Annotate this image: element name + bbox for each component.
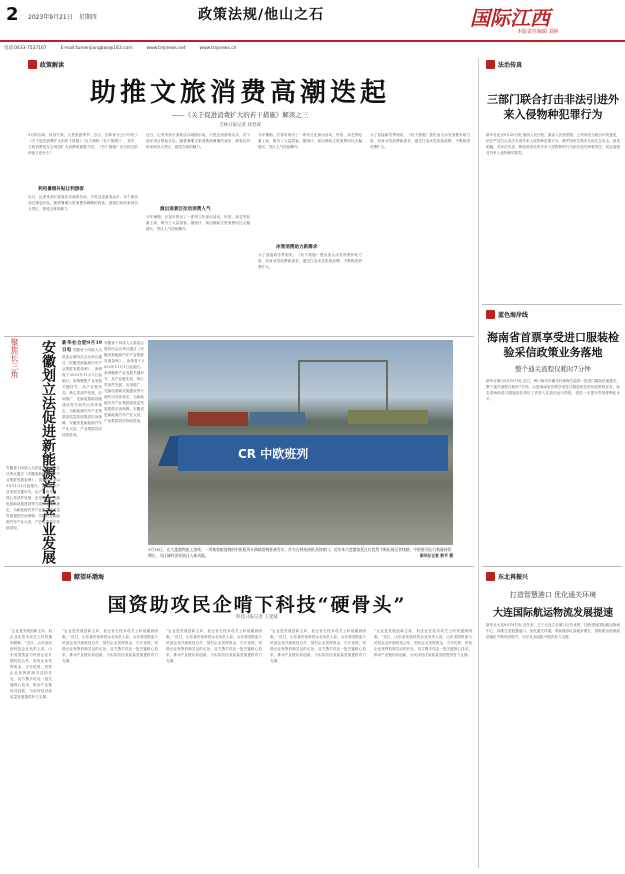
lead-subhead-3: 冰雪消费助力新需求 xyxy=(276,245,318,250)
section-square-icon xyxy=(62,572,71,581)
bottom-body-col1: “企业是发展创新主体，但企业在技术攻关上时常遇到困难。”近日，山东某民营科技企业负责人说。山东省国资委与民营企业开展科技合作，国有企业发挥资金、平台优势，民营企业发挥机制灵活的长处，双方携手攻克一批关键核心技术，推动产业链协同创新，为实体经济高质量发展提供有力支撑。 xyxy=(62,629,158,663)
side-column-label: 聚焦长三角 xyxy=(10,338,19,378)
right-headline-1: 三部门联合打击非法引进外来入侵物种犯罪行为 xyxy=(487,93,619,121)
contact-bar xyxy=(4,44,621,52)
lead-para-2b: 今年暑期，长春市推出了一系列文化演出活动，民俗、演艺等轮番上演，吸引了大量游客。据统计，演出期间文旅消费同比大幅增长，景区人气持续攀升。 xyxy=(258,133,362,149)
photo-caption xyxy=(148,547,453,558)
lead-byline: 吉林日报记者 徐晋森 xyxy=(219,123,261,128)
column-divider xyxy=(478,58,479,868)
section-divider-1 xyxy=(4,336,474,337)
tag-policy: 政策解读 xyxy=(28,60,64,69)
bottom-headline: 国资助攻民企啃下科技“硬骨头” xyxy=(107,594,407,616)
side-body-col2: 安徽省十四届人大常委会第四次会议审议通过《安徽省新能源汽车产业集群发展条例》，条例将于2023年11月1日起施行。条例聚焦产业发展关键环节，从产业链布局、核心零部件发展、应用推广、充换电基础设施建设等方面作出具体规定，为新能源汽车产业集群高质量发展提供法治保障。安徽省是新能源汽车产业大省，产业集群效应持续显现。 xyxy=(104,341,144,423)
right-headline-2: 海南省首票享受进口服装检验采信政策业务落地 xyxy=(487,331,619,359)
side-body xyxy=(62,340,102,560)
right-body-3: 新华社大连9月19日电 近年来，辽宁大连立足港口区位优势，加快建设国际航运物流中心，持续打造智慧港口，优化通关环境，集装箱吞吐量稳步增长，国际航运物流枢纽地位不断巩固提升，为东北全面振兴提供有力支撑。 xyxy=(486,623,620,639)
section-square-icon xyxy=(28,60,37,69)
website-info-alt[interactable]: www.tmjnews.cn xyxy=(199,45,237,51)
tag-legal: 法治传真 xyxy=(486,60,522,69)
section-square-icon xyxy=(486,60,495,69)
lead-subhead-2: 演出进景区拉动消费人气 xyxy=(160,207,211,212)
lead-para-2: 今年暑期，长春市推出了一系列文化演出活动，民俗、演艺等轮番上演，吸引了大量游客。据统计，演出期间文旅消费同比大幅增长，景区人气持续攀升。 xyxy=(146,215,250,231)
train-shape xyxy=(178,435,448,471)
lead-para-3b: 为了迎接新雪季到来，《若干措施》提出加大冰雪消费补贴力度，培育冰雪消费新需求，通过打造冰雪旅游品牌，不断推进消费扩大。 xyxy=(370,133,470,149)
container-shape xyxy=(348,410,428,424)
right-divider-1 xyxy=(482,304,622,305)
website-info[interactable]: www.tmjnews.net xyxy=(146,45,186,51)
issue-date: 2023年9月21日 星期四 xyxy=(28,14,97,21)
photo-credit: 新华社记者 数平 摄 xyxy=(419,552,453,558)
right-body-1: 新华社北京9月20日电 最高人民法院、最高人民检察院、公安部近日联合印发意见，依法严厉打击非法引进外来入侵物种犯罪行为，维护国家生物安全和生态安全。意见明确，对非法引进、释放或者丢弃外来入侵物种的行为依法追究刑事责任，切实加强对外来入侵物种的防控。 xyxy=(486,133,620,155)
tag-northeast: 东北再振兴 xyxy=(486,572,528,581)
tag-bohai: 瞭望环渤海 xyxy=(62,572,104,581)
newspaper-logo: 国际江西 xyxy=(470,6,550,30)
bottom-body-col2: “企业是发展创新主体，但企业在技术攻关上时常遇到困难。”近日，山东某民营科技企业负责人说。山东省国资委与民营企业开展科技合作，国有企业发挥资金、平台优势，民营企业发挥机制灵活的长处，双方携手攻克一批关键核心技术，推动产业链协同创新，为实体经济高质量发展提供有力支撑。 xyxy=(166,629,262,663)
bottom-body-col4: “企业是发展创新主体，但企业在技术攻关上时常遇到困难。”近日，山东某民营科技企业负责人说。山东省国资委与民营企业开展科技合作，国有企业发挥资金、平台优势，民营企业发挥机制灵活的长处，双方携手攻克一批关键核心技术，推动产业链协同创新，为实体经济高质量发展提供有力支撑。 xyxy=(374,629,472,657)
lead-para-1: 近日，记者来到长春欢乐谷城游乐场，只见这里游客众多，各个游乐项目排起长队。随着暑期文旅消费高峰期的到来，游客们纷纷来到各大景区，感受吉林的魅力。 xyxy=(28,195,138,211)
masthead-rule xyxy=(0,40,625,42)
bottom-body-col3: “企业是发展创新主体，但企业在技术攻关上时常遇到困难。”近日，山东某民营科技企业负责人说。山东省国资委与民营企业开展科技合作，国有企业发挥资金、平台优势，民营企业发挥机制灵活的长处，双方携手攻克一批关键核心技术，推动产业链协同创新，为实体经济高质量发展提供有力支撑。 xyxy=(270,629,366,663)
email-info: E-mail:tumenjiangbao@163.com xyxy=(60,45,133,51)
lead-para-1b: 近日，记者来到长春欢乐谷城游乐场，只见这里游客众多，各个游乐项目排起长队。随着暑期文旅消费高峰期的到来，游客们纷纷来到各大景区，感受吉林的魅力。 xyxy=(146,133,250,149)
section-title: 政策法规/他山之石 xyxy=(198,7,325,23)
right-subtitle-2: 整个通关流程仅耗时7分钟 xyxy=(515,365,591,373)
lead-headline: 助推文旅消费高潮迭起 xyxy=(89,78,390,108)
editor-note: 本版责任编辑 刘婷 xyxy=(517,29,559,35)
right-headline-3: 大连国际航运物流发展提速 xyxy=(493,608,613,619)
lead-para-3: 为了迎接新雪季到来，《若干措施》提出加大冰雪消费补贴力度，培育冰雪消费新需求，通过打造冰雪旅游品牌，不断推进消费扩大。 xyxy=(258,253,362,269)
side-body-text: 安徽省十四届人大常委会第四次会议审议通过《安徽省新能源汽车产业集群发展条例》，条例将于2023年11月1日起施行。条例聚焦产业发展关键环节，从产业链布局、核心零部件发展、应用推广、充换电基础设施建设等方面作出具体规定，为新能源汽车产业集群高质量发展提供法治保障。安徽省是新能源汽车产业大省，产业集群效应持续显现。 xyxy=(62,348,102,437)
right-subtitle-3: 打造智慧港口 优化通关环境 xyxy=(509,591,597,599)
section-square-icon xyxy=(486,310,495,319)
train-photo xyxy=(148,340,453,545)
bottom-byline: 科技日报记者 王延斌 xyxy=(236,615,278,620)
page-number: 2 xyxy=(6,4,19,25)
photo-caption-text: 9月18日，在大莲港物流上游线，一列集装箱货物的中欧班列车满载货物准备发车。作为吉林连接欧亚的窗口，近年来大莲港依托区位优势不断拓展运营线路，中欧班列运行数量持续增长，为区域经济发展注入新动能。 xyxy=(148,547,452,558)
side-headline: 安徽划立法促进新能源汽车产业发展 xyxy=(40,340,56,564)
lead-intro: 9月的吉林，秋高气爽，文是旅游季节。近日，吉林省办公厅印发了《关于促进消费扩大的若干措施》（以下简称《若干措施》），其中，文旅消费是在吉林省扩大消费的重要方面。《若干措施》出台的目的和意义是什么？ xyxy=(28,133,138,155)
lead-subtitle: ——《关于促进消费扩大的若干措施》解读之三 xyxy=(171,111,309,119)
container-shape xyxy=(188,412,248,426)
right-divider-2 xyxy=(482,566,622,567)
container-shape xyxy=(250,412,305,426)
right-body-2: 新华社海口9月19日电 近日，海口海关所属马村港海关监管一批进口服装快速通关，整个通关流程仅耗时7分钟。这是海南省首票享受进口服装检验采信政策的业务，标志着海南进口服装检验采信工作进入实质化运行阶段，将进一步提升贸易便利化水平。 xyxy=(486,379,620,401)
train-logo-text: CR 中欧班列 xyxy=(238,447,309,461)
tag-coast: 蓝色海岸线 xyxy=(486,310,528,319)
lead-subhead-1: 利用暑假补贴让利游客 xyxy=(38,187,84,192)
side-source: 新华社合肥9月19日电 xyxy=(62,341,102,353)
section-divider-2 xyxy=(4,566,474,567)
side-body-col3: 安徽省十四届人大常委会第四次会议审议通过《安徽省新能源汽车产业集群发展条例》，条例将于2023年11月1日起施行。条例聚焦产业发展关键环节，从产业链布局、核心零部件发展、应用推广、充换电基础设施建设等方面作出具体规定，为新能源汽车产业集群高质量发展提供法治保障。安徽省是新能源汽车产业大省，产业集群效应持续显现。 xyxy=(6,466,60,530)
section-square-icon xyxy=(486,572,495,581)
bottom-body-col0: “企业是发展创新主体，但企业在技术攻关上时常遇到困难。”近日，山东某民营科技企业负责人说。山东省国资委与民营企业开展科技合作，国有企业发挥资金、平台优势，民营企业发挥机制灵活的长处，双方携手攻克一批关键核心技术，推动产业链协同创新，为实体经济高质量发展提供有力支撑。 xyxy=(10,629,52,699)
phone-info: 电话:0433-7537167 xyxy=(4,46,47,51)
